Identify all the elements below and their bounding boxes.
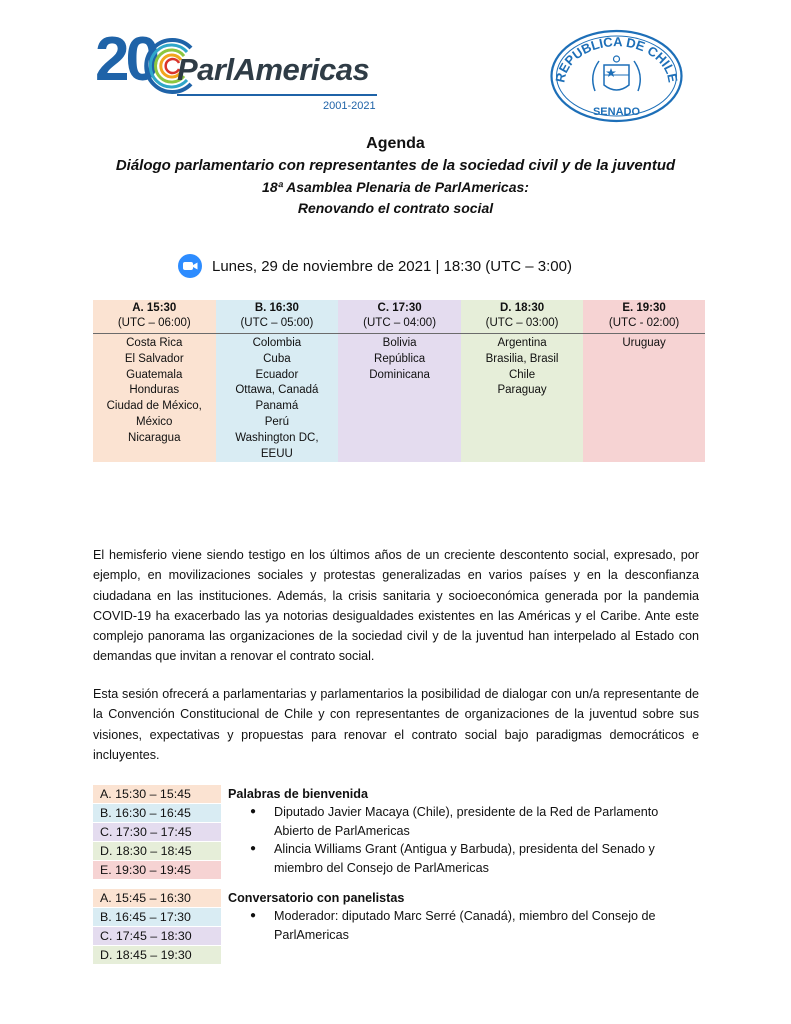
- zone-b-utc: (UTC – 05:00): [216, 317, 339, 334]
- country: Argentina: [497, 337, 547, 349]
- session-paragraph: Esta sesión ofrecerá a parlamentarias y parlamentarios la posibilidad de dialogar con un/a representante de la Convención Constitucional de Chile y con representantes de organizaciones de la juventud sobre sus visiones, expectativas y propuestas para renovar el contrato social bajo paradigmas democráticos e incluyentes.: [93, 687, 699, 762]
- chile-coat-of-arms-icon: [549, 29, 684, 123]
- schedule-section: [228, 785, 698, 877]
- intro-paragraph: El hemisferio viene siendo testigo en los últimos años de un creciente descontento social, expresado, por ejemplo, en movilizaciones sociales y protestas generalizadas en varios países y en la desconfianza ciudadana en las instituciones. Además, la crisis sanitaria y socioeconómica generada por la pandemia COVID-19 ha exacerbado las ya notorias desigualdades existentes en las Américas y el Caribe. Ante este complejo panorama las organizaciones de la sociedad civil y de la juventud han interpelado al Estado con demandas que invitan a renovar el contrato social.: [93, 548, 699, 664]
- time-slot-a: A. 15:30 – 15:45: [93, 785, 221, 804]
- time-slot-d: D. 18:30 – 18:45: [93, 842, 221, 861]
- zone-d-label: D. 18:30: [461, 300, 583, 317]
- title-block: [0, 133, 791, 219]
- page-subtitle: Diálogo parlamentario con representantes de la sociedad civil y de la juventud: [115, 157, 676, 174]
- video-camera-icon: [178, 254, 202, 278]
- zone-a-utc: (UTC – 06:00): [93, 317, 216, 334]
- event-name: 18ª Asamblea Plenaria de ParlAmericas:: [262, 179, 529, 195]
- country: Perú: [264, 415, 290, 428]
- country: Panamá: [255, 400, 299, 413]
- svg-text:REPUBLICA DE CHILE: REPUBLICA DE CHILE: [552, 34, 681, 84]
- zone-b-countries: [216, 334, 339, 463]
- schedule-times: [93, 889, 221, 965]
- senado-chile-seal: [549, 29, 684, 123]
- zone-a-countries: [93, 334, 216, 463]
- event-theme: Renovando el contrato social: [297, 200, 494, 216]
- speaker-item: ● Diputado Javier Macaya (Chile), presidente de la Red de Parlamento Abierto de ParlAmericas: [274, 803, 698, 840]
- country: Brasilia, Brasil: [485, 352, 559, 365]
- time-slot-d: D. 18:45 – 19:30: [93, 946, 221, 965]
- country: Bolivia: [382, 337, 417, 349]
- session-date-text: Lunes, 29 de noviembre de 2021 | 18:30 (UTC – 3:00): [212, 257, 572, 275]
- speaker-item: ● Alincia Williams Grant (Antigua y Barbuda), presidenta del Senado y miembro del Consejo de ParlAmericas: [274, 840, 698, 877]
- time-zone-table: [93, 300, 705, 462]
- logo-brand: ParlAmericas: [177, 52, 370, 87]
- schedule-section: [228, 889, 698, 944]
- country: Dominicana: [369, 368, 430, 381]
- zone-c-countries: [338, 334, 461, 463]
- country: Ciudad de México,: [106, 400, 202, 413]
- logo-years: 2001-2021: [323, 100, 376, 112]
- country: Paraguay: [497, 384, 547, 397]
- zone-d-countries: [461, 334, 583, 463]
- zone-b-label: B. 16:30: [216, 300, 339, 317]
- logo-underline: [177, 94, 377, 96]
- logo-numeral: 20: [95, 25, 156, 94]
- country: Costa Rica: [126, 337, 183, 349]
- speaker-list: [228, 803, 698, 877]
- country: Ottawa, Canadá: [235, 384, 319, 397]
- time-slot-b: B. 16:45 – 17:30: [93, 908, 221, 927]
- country: El Salvador: [124, 352, 184, 365]
- country: Honduras: [129, 384, 180, 397]
- speaker-item: ● Moderador: diputado Marc Serré (Canadá), miembro del Consejo de ParlAmericas: [274, 907, 698, 944]
- time-slot-a: A. 15:45 – 16:30: [93, 889, 221, 908]
- country: Nicaragua: [128, 431, 181, 444]
- zone-e-utc: (UTC - 02:00): [583, 317, 705, 334]
- country: Colombia: [252, 337, 302, 349]
- session-date: [178, 254, 572, 278]
- country: México: [136, 415, 173, 428]
- country: Guatemala: [126, 368, 183, 381]
- speaker-list: [228, 907, 698, 944]
- zone-a-label: A. 15:30: [93, 300, 216, 317]
- zone-e-countries: [583, 334, 705, 463]
- schedule-block-panel: [93, 889, 703, 965]
- page-title: Agenda: [366, 135, 425, 152]
- zone-c-label: C. 17:30: [338, 300, 461, 317]
- zone-d-utc: (UTC – 03:00): [461, 317, 583, 334]
- parlamericas-logo: [95, 25, 385, 114]
- section-title: Palabras de bienvenida: [228, 787, 368, 801]
- country: Cuba: [263, 352, 291, 365]
- time-slot-e: E. 19:30 – 19:45: [93, 861, 221, 880]
- schedule-block-welcome: [93, 785, 703, 880]
- country: Chile: [508, 368, 536, 381]
- zone-c-utc: (UTC – 04:00): [338, 317, 461, 334]
- time-slot-c: C. 17:30 – 17:45: [93, 823, 221, 842]
- svg-text:SENADO: SENADO: [592, 106, 641, 118]
- country: EEUU: [260, 447, 293, 460]
- time-slot-b: B. 16:30 – 16:45: [93, 804, 221, 823]
- country: Ecuador: [255, 368, 299, 381]
- country: Washington DC,: [235, 431, 319, 444]
- zone-e-label: E. 19:30: [583, 300, 705, 317]
- time-slot-c: C. 17:45 – 18:30: [93, 927, 221, 946]
- section-title: Conversatorio con panelistas: [228, 891, 405, 905]
- country: Uruguay: [622, 337, 666, 349]
- country: República: [374, 352, 426, 365]
- schedule-times: [93, 785, 221, 880]
